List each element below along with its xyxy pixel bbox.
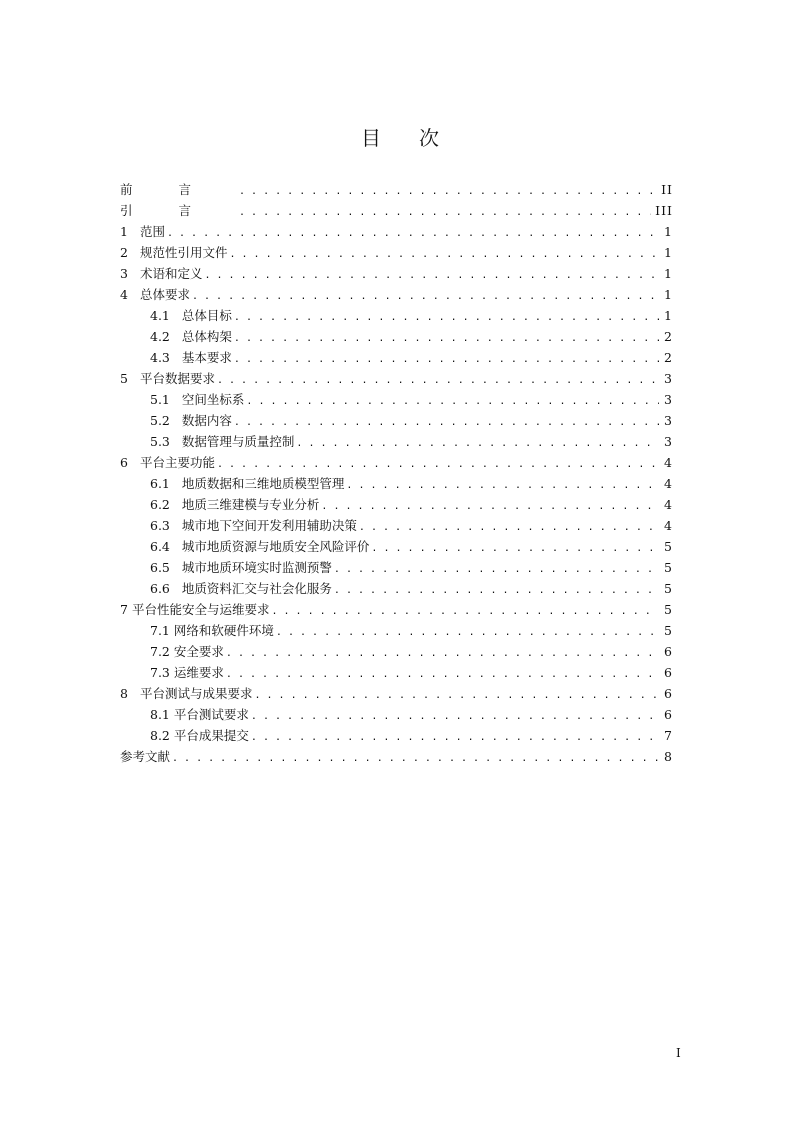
toc-entry[interactable] [120, 704, 673, 725]
dot-leader [226, 643, 659, 664]
dot-leader [167, 223, 659, 244]
toc-entry[interactable] [120, 683, 673, 704]
toc-entry-page: 5 [664, 602, 673, 617]
page-number: I [676, 1046, 681, 1060]
toc-entry[interactable] [120, 452, 673, 473]
toc-entry-label: 数据内容 [181, 413, 232, 428]
toc-entry-page: 3 [664, 371, 673, 386]
toc-entry[interactable] [120, 599, 673, 620]
dot-leader [254, 685, 659, 706]
dot-leader [239, 181, 657, 202]
toc-entry-label: 平台性能安全与运维要求 [131, 602, 270, 617]
toc-entry-number: 7.2 [150, 644, 170, 659]
toc-entry-page: 4 [664, 497, 673, 512]
toc-entry-page: 2 [664, 329, 673, 344]
toc-entry-label: 总体目标 [181, 308, 232, 323]
toc-entry-page: 5 [664, 560, 673, 575]
dot-leader [251, 706, 659, 727]
toc-entry[interactable] [120, 326, 673, 347]
toc-entry-number: 2 [120, 245, 128, 260]
dot-leader [234, 328, 659, 349]
toc-entry[interactable] [120, 179, 673, 200]
toc-entry-number: 1 [120, 224, 128, 239]
toc-entry-page: 6 [664, 665, 673, 680]
toc-entry-label: 数据管理与质量控制 [181, 434, 295, 449]
toc-entry-label: 网络和软硬件环境 [173, 623, 274, 638]
dot-leader [229, 244, 659, 265]
toc-entry[interactable] [120, 242, 673, 263]
toc-entry-number: 6.2 [150, 497, 170, 512]
toc-entry-page: 1 [664, 245, 673, 260]
toc-entry-page: 8 [664, 749, 673, 764]
toc-entry-label: 地质数据和三维地质模型管理 [181, 476, 345, 491]
dot-leader [239, 202, 651, 223]
toc-entry-number: 5.1 [150, 392, 170, 407]
toc-entry-page: 7 [664, 728, 673, 743]
toc-entry-number: 5.3 [150, 434, 170, 449]
toc-entry-label: 安全要求 [173, 644, 224, 659]
toc-entry-label: 城市地质环境实时监测预警 [181, 560, 332, 575]
toc-entry-number: 6.3 [150, 518, 170, 533]
dot-leader [321, 496, 659, 517]
dot-leader [217, 370, 659, 391]
dot-leader [359, 517, 659, 538]
toc-entry-number: 6.6 [150, 581, 170, 596]
toc-entry-number: 5.2 [150, 413, 170, 428]
toc-entry-label: 空间坐标系 [181, 392, 245, 407]
toc-entry-label: 运维要求 [173, 665, 224, 680]
toc-entry[interactable] [120, 473, 673, 494]
toc-entry[interactable] [120, 389, 673, 410]
dot-leader [192, 286, 659, 307]
toc-entry-number: 7.3 [150, 665, 170, 680]
toc-entry[interactable] [120, 368, 673, 389]
dot-leader [271, 601, 659, 622]
toc-entry-page: 4 [664, 476, 673, 491]
toc-entry[interactable] [120, 746, 673, 767]
toc-entry-page: 4 [664, 518, 673, 533]
toc-entry-number: 4.3 [150, 350, 170, 365]
toc-entry-page: 3 [664, 434, 673, 449]
toc-entry-page: 2 [664, 350, 673, 365]
toc-entry[interactable] [120, 431, 673, 452]
toc-entry-number: 4 [120, 287, 128, 302]
dot-leader [371, 538, 659, 559]
toc-entry-label: 引言 [120, 203, 238, 218]
toc-entry-number: 4.2 [150, 329, 170, 344]
toc-entry[interactable] [120, 557, 673, 578]
toc-entry-label: 地质资料汇交与社会化服务 [181, 581, 332, 596]
toc-entry-page: 5 [664, 539, 673, 554]
toc-entry-page: 5 [664, 581, 673, 596]
toc-entry-number: 3 [120, 266, 128, 281]
dot-leader [172, 748, 659, 769]
toc-entry-number: 5 [120, 371, 128, 386]
toc-entry-page: 1 [664, 266, 673, 281]
toc-entry[interactable] [120, 620, 673, 641]
toc-entry[interactable] [120, 494, 673, 515]
toc-entry-page: III [655, 203, 673, 218]
toc-entry-label: 城市地质资源与地质安全风险评价 [181, 539, 370, 554]
dot-leader [234, 307, 659, 328]
toc-entry-page: 3 [664, 413, 673, 428]
toc-entry-label: 术语和定义 [139, 266, 203, 281]
toc-entry-label: 基本要求 [181, 350, 232, 365]
toc-entry[interactable] [120, 578, 673, 599]
toc-entry-label: 平台数据要求 [139, 371, 215, 386]
toc-entry-number: 8.1 [150, 707, 170, 722]
toc-entry-page: 1 [664, 224, 673, 239]
toc-entry-number: 7.1 [150, 623, 170, 638]
toc-entry-number: 6.5 [150, 560, 170, 575]
toc-entry-page: 1 [664, 308, 673, 323]
toc-entry-label: 参考文献 [120, 749, 171, 764]
toc-entry-page: 6 [664, 707, 673, 722]
toc-entry-number: 4.1 [150, 308, 170, 323]
toc-entry[interactable] [120, 200, 673, 221]
toc-entry-label: 地质三维建模与专业分析 [181, 497, 320, 512]
dot-leader [346, 475, 659, 496]
dot-leader [234, 349, 659, 370]
toc-entry[interactable] [120, 410, 673, 431]
toc-entry[interactable] [120, 305, 673, 326]
toc-entry-label: 总体要求 [139, 287, 190, 302]
toc-entry[interactable] [120, 347, 673, 368]
toc-entry-label: 范围 [139, 224, 165, 239]
toc-entry-number: 6 [120, 455, 128, 470]
toc-entry-page: 1 [664, 287, 673, 302]
toc-entry[interactable] [120, 515, 673, 536]
toc-entry-page: 4 [664, 455, 673, 470]
dot-leader [334, 580, 659, 601]
toc-entry-label: 总体构架 [181, 329, 232, 344]
toc-entry-label: 规范性引用文件 [139, 245, 228, 260]
dot-leader [217, 454, 659, 475]
toc-entry-label: 前言 [120, 182, 238, 197]
toc-entry[interactable] [120, 263, 673, 284]
toc-entry-label: 平台测试与成果要求 [139, 686, 253, 701]
dot-leader [296, 433, 659, 454]
toc-entry-label: 平台主要功能 [139, 455, 215, 470]
dot-leader [204, 265, 659, 286]
table-of-contents [120, 179, 673, 767]
toc-entry[interactable] [120, 641, 673, 662]
toc-entry[interactable] [120, 284, 673, 305]
toc-entry-page: 3 [664, 392, 673, 407]
toc-entry-label: 平台成果提交 [173, 728, 249, 743]
dot-leader [246, 391, 659, 412]
toc-entry[interactable] [120, 725, 673, 746]
toc-entry-number: 8.2 [150, 728, 170, 743]
toc-entry-page: 6 [664, 644, 673, 659]
toc-entry-label: 城市地下空间开发利用辅助决策 [181, 518, 357, 533]
toc-entry-number: 7 [120, 602, 128, 617]
dot-leader [276, 622, 659, 643]
toc-title: 目次 [361, 126, 477, 150]
toc-entry-number: 6.4 [150, 539, 170, 554]
dot-leader [251, 727, 659, 748]
toc-entry-page: II [661, 182, 673, 197]
toc-entry-number: 6.1 [150, 476, 170, 491]
toc-entry-page: 6 [664, 686, 673, 701]
toc-entry[interactable] [120, 536, 673, 557]
toc-entry[interactable] [120, 221, 673, 242]
toc-entry-page: 5 [664, 623, 673, 638]
dot-leader [226, 664, 659, 685]
dot-leader [234, 412, 659, 433]
toc-entry-label: 平台测试要求 [173, 707, 249, 722]
toc-entry[interactable] [120, 662, 673, 683]
toc-entry-number: 8 [120, 686, 128, 701]
dot-leader [334, 559, 659, 580]
